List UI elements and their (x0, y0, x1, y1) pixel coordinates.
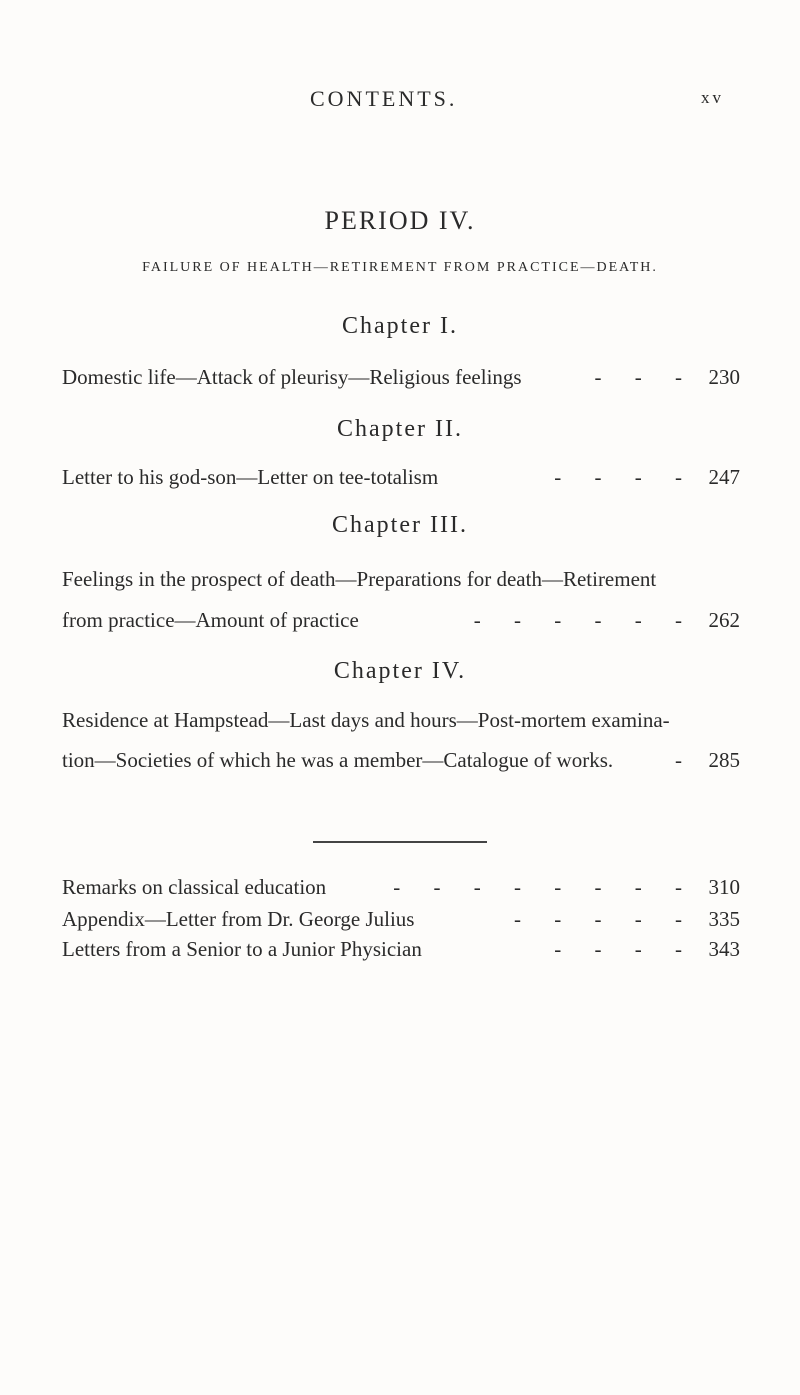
dot-leader: - - - - - (514, 907, 696, 931)
dot-leader: - - - (594, 365, 696, 389)
toc-entry (62, 365, 740, 390)
entry-page-number: 335 (708, 907, 740, 931)
entry-page-number: 310 (708, 875, 740, 899)
toc-entry-line: Feelings in the prospect of death—Preparations for death—Retirement (62, 567, 657, 591)
chapter-heading: Chapter III. (332, 512, 468, 538)
entry-text: Domestic life—Attack of pleurisy—Religious feelings (62, 365, 522, 389)
entry-text: Remarks on classical education (62, 875, 327, 899)
toc-entry (62, 608, 740, 633)
toc-entry (62, 465, 740, 490)
entry-text: tion—Societies of which he was a member—Catalogue of works. (62, 748, 614, 772)
toc-entry (62, 748, 740, 773)
section-divider (313, 841, 487, 843)
dot-leader: - - - - (554, 937, 696, 961)
entry-page-number: 285 (708, 748, 740, 772)
dot-leader: - - - - - - - - (393, 875, 696, 899)
entry-text: Appendix—Letter from Dr. George Julius (62, 907, 415, 931)
toc-entry (62, 875, 740, 900)
entry-page-number: 230 (708, 365, 740, 389)
chapter-heading: Chapter II. (337, 416, 463, 442)
entry-page-number: 262 (708, 608, 740, 632)
toc-entry (62, 937, 740, 962)
entry-text: Letters from a Senior to a Junior Physician (62, 937, 422, 961)
chapter-heading: Chapter I. (342, 313, 458, 339)
toc-entry (62, 907, 740, 932)
entry-page-number: 343 (708, 937, 740, 961)
chapter-heading: Chapter IV. (333, 658, 467, 684)
entry-page-number: 247 (708, 465, 740, 489)
dot-leader: - - - - - - (473, 608, 696, 632)
entry-text: Letter to his god-son—Letter on tee-totalism (62, 465, 439, 489)
dot-leader: - (675, 748, 696, 772)
running-head (0, 86, 800, 122)
dot-leader: - - - - (554, 465, 696, 489)
period-heading: PERIOD IV. (324, 206, 476, 235)
toc-entry-line: Residence at Hampstead—Last days and hours—Post-mortem examina- (62, 708, 670, 732)
period-subtitle: FAILURE OF HEALTH—RETIREMENT FROM PRACTICE—DEATH. (142, 260, 658, 275)
entry-text: from practice—Amount of practice (62, 608, 359, 632)
running-head-title: CONTENTS. (310, 86, 458, 111)
page-number: xv (701, 88, 724, 107)
